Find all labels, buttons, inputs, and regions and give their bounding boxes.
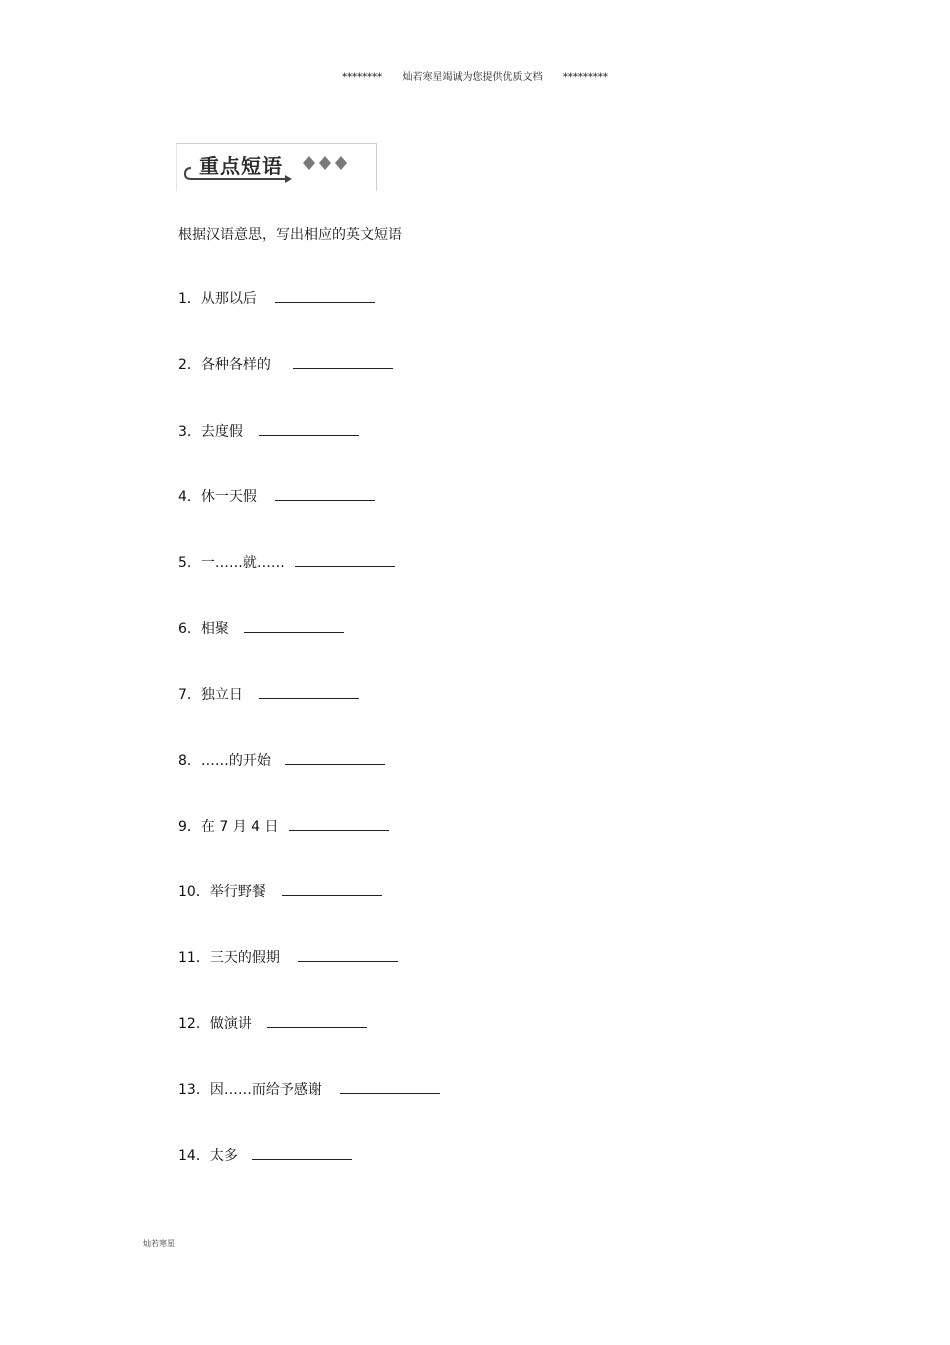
list-item: [178, 422, 359, 442]
item-number: 10．: [178, 884, 210, 900]
list-item: [178, 553, 395, 573]
answer-blank[interactable]: [252, 1147, 352, 1160]
list-item: [178, 355, 393, 375]
item-number: 5．: [178, 555, 201, 571]
item-number: 3．: [178, 424, 201, 440]
item-text: ……的开始: [200, 753, 271, 769]
page-header: [0, 68, 950, 83]
answer-blank[interactable]: [289, 818, 389, 831]
item-number: 1．: [178, 291, 201, 307]
list-item: [178, 882, 382, 902]
answer-blank[interactable]: [285, 752, 385, 765]
item-text: 相聚: [200, 621, 229, 637]
diamonds-icon: [303, 156, 353, 170]
answer-blank[interactable]: [244, 620, 344, 633]
item-text: 在 7 月 4 日: [200, 819, 279, 835]
answer-blank[interactable]: [282, 883, 382, 896]
answer-blank[interactable]: [259, 423, 359, 436]
answer-blank[interactable]: [293, 356, 393, 369]
item-number: 12．: [178, 1016, 210, 1032]
header-text: 灿若寒星竭诚为您提供优质文档: [402, 72, 543, 83]
list-item: [178, 619, 344, 639]
item-text: 太多: [209, 1148, 238, 1164]
answer-blank[interactable]: [295, 554, 395, 567]
list-item: [178, 487, 375, 507]
list-item: [178, 948, 398, 968]
item-number: 9．: [178, 819, 201, 835]
item-number: 4．: [178, 489, 201, 505]
list-item: [178, 817, 389, 837]
item-number: 2．: [178, 357, 201, 373]
answer-blank[interactable]: [340, 1081, 440, 1094]
item-number: 6．: [178, 621, 201, 637]
item-text: 三天的假期: [209, 950, 280, 966]
instruction-text: 根据汉语意思，写出相应的英文短语: [178, 227, 402, 243]
section-banner: [176, 143, 377, 191]
item-text: 休一天假: [200, 489, 257, 505]
answer-blank[interactable]: [259, 686, 359, 699]
item-number: 14．: [178, 1148, 210, 1164]
item-text: 举行野餐: [209, 884, 266, 900]
answer-blank[interactable]: [298, 949, 398, 962]
item-text: 因……而给予感谢: [209, 1082, 322, 1098]
list-item: [178, 751, 385, 771]
item-number: 8．: [178, 753, 201, 769]
list-item: [178, 1146, 352, 1166]
answer-blank[interactable]: [275, 488, 375, 501]
item-number: 11．: [178, 950, 210, 966]
item-text: 独立日: [200, 687, 243, 703]
item-text: 从那以后: [200, 291, 257, 307]
list-item: [178, 1014, 367, 1034]
answer-blank[interactable]: [275, 290, 375, 303]
page-footer: 灿若寒星: [143, 1239, 175, 1248]
list-item: [178, 685, 359, 705]
item-number: 7．: [178, 687, 201, 703]
section-title: 重点短语: [199, 154, 283, 178]
answer-blank[interactable]: [267, 1015, 367, 1028]
header-right-stars: *********: [562, 72, 608, 83]
list-item: [178, 289, 375, 309]
item-text: 做演讲: [209, 1016, 252, 1032]
item-text: 各种各样的: [200, 357, 271, 373]
item-text: 一……就……: [200, 555, 285, 571]
header-left-stars: ********: [342, 72, 383, 83]
list-item: [178, 1080, 440, 1100]
item-number: 13．: [178, 1082, 210, 1098]
item-text: 去度假: [200, 424, 243, 440]
